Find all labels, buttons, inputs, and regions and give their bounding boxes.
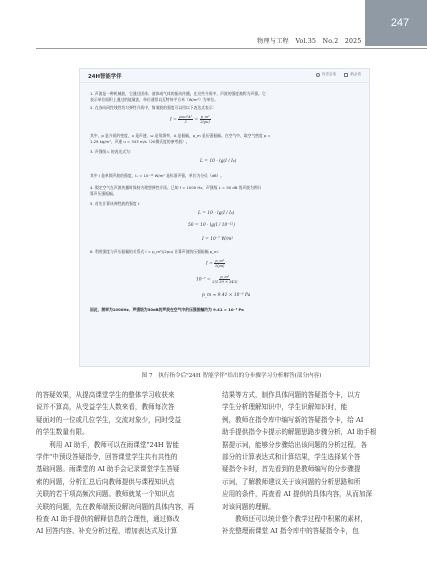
fraction-numerator: p_m² xyxy=(200,115,210,119)
paragraph-line: 疑面对的一位或几位学生，交流对象少，同时受益 xyxy=(36,415,182,424)
paragraph-line: 例，教师在指令库中编写新的答疑指令卡，给 AI xyxy=(222,415,364,424)
page-number: 247 xyxy=(365,0,427,46)
paragraph-line: 索的问题，分析汇总后向教师提供与课程知识点 xyxy=(36,477,175,486)
formula-level-3: I = 10⁻⁷ W/m² xyxy=(202,237,234,242)
fraction-denominator: 2(1.29 × 343) xyxy=(212,280,238,285)
answer-line: 2. 在各向同性线性均匀弹性介质中，简谐波的强度可以用以下表达式表示： xyxy=(90,105,217,110)
paragraph-line: 教师还可以统计整个教学过程中积累的素材， xyxy=(222,515,368,524)
formula-level-2: 50 = 10 · lg(I / 10⁻¹²) xyxy=(188,223,235,228)
answer-line: 其中 I 是单频声波的强度，I₀ = 10⁻¹² W/m² 是标准声强，单位为分贝（dB）。 xyxy=(90,173,225,178)
answer-line: 3. 声强级 L 的表达式为： xyxy=(90,149,134,154)
fraction xyxy=(214,259,225,268)
paragraph-line: 部分的计算表达式和计算结果，学生选择某个答 xyxy=(222,453,361,462)
left-column xyxy=(36,389,205,538)
answer-line: 其中，ρ 是介质的密度，u 是声速，ω 是角频率，A 是振幅，p_m 是压强振幅。在空气中，取空气密度 ρ = xyxy=(90,133,271,138)
formula-level-1: L = 10 · lg(I / I₀) xyxy=(198,211,235,216)
answer-line: 1. 声波是一种机械波，它通过固体、液体或气体的振动传播。在这些介质中，声波的强度被称为声强。它 xyxy=(90,91,266,96)
history-button[interactable] xyxy=(316,72,336,77)
app-actions xyxy=(316,72,361,77)
copy-icon xyxy=(344,73,348,77)
fraction xyxy=(200,115,211,124)
answer-line: 表示单位面积上通过的能量流，单位通常以瓦特每平方米（W/m²）为单位。 xyxy=(90,97,218,102)
app-title: 24H智能学伴 xyxy=(88,74,122,80)
fraction-numerator: p_m² xyxy=(220,275,230,279)
volume: Vol.35 xyxy=(295,38,317,45)
answer-conclusion: 因此，频率为1000Hz、声强级为50dB的声波在空气中的压强振幅约为 9.41 × 10⁻³ Pa xyxy=(90,307,244,312)
fraction xyxy=(178,115,193,124)
paragraph-line: 补充整理雨课堂 AI 指令库中的答疑指令卡，包 xyxy=(222,527,359,536)
paragraph-line: 对该问题的理解。 xyxy=(222,502,275,511)
figure-caption: 图 7 执行指令后"24H 智能学伴"给出的分步骤学习分析解答(部分内容) xyxy=(141,373,322,379)
paragraph-line: 的答疑效果，从提高课堂学生的整体学习收获来 xyxy=(36,391,175,399)
answer-line: 4. 假定空气在声波传播时保持为理想弹性介质。已知 f = 1000 Hz，声强级 L = 50 dB 的声波为例计 xyxy=(90,185,262,190)
answer-line: 算声压强振幅。 xyxy=(90,191,117,196)
formula-pressure-3: p_m ≈ 9.41 × 10⁻³ Pa xyxy=(202,293,251,298)
paragraph-line: 利用 AI 助手，教师可以在雨课堂"24H 智能 xyxy=(36,440,179,449)
new-session-label: 新会话 xyxy=(350,72,361,76)
running-head xyxy=(257,36,367,45)
clock-icon xyxy=(316,73,320,77)
header-rule xyxy=(36,48,427,49)
paragraph-line: 关联的若干项高频次问题。教师就某一个知识点 xyxy=(36,490,175,499)
paragraph-line: 学生分析理解知识中，学生识解知识时，能 xyxy=(222,403,348,412)
formula-text: I = xyxy=(206,261,213,267)
paragraph-line: 疑指令卡时，首先看到的是教师编写的分步骤提 xyxy=(222,465,361,474)
paragraph-line: 检查 AI 助手提供的解释信息的合理性，通过修改 xyxy=(36,515,180,524)
fraction-numerator: ρuω²A² xyxy=(179,115,193,119)
answer-line: 6. 利用强度与声压振幅的关系式 I = p_m²/(2ρu) 计算声波的压强振幅 p_m： xyxy=(90,249,222,254)
app-header xyxy=(80,69,369,83)
fraction xyxy=(212,275,237,284)
paragraph-line: 助手提供指令卡提示的解题思路步骤分析，AI 助手根 xyxy=(222,428,377,437)
fraction-denominator: 2(ρu) xyxy=(200,120,210,125)
paragraph-line: 说并不算高，从受益学生人数来看，教师每次答 xyxy=(36,403,175,412)
paragraph-line: 应用的条件，再查看 AI 提供的具体内容，从而加深 xyxy=(222,490,373,499)
paragraph-line: 基础问题。雨课堂的 AI 助手会记录课堂学生答疑 xyxy=(36,465,180,474)
embedded-app-screenshot xyxy=(79,68,370,367)
paragraph-line: 据提示词，能够分步骤给出该问题的分析过程，各 xyxy=(222,440,368,449)
formula-intensity xyxy=(170,115,211,124)
formula-text: 10⁻⁷ = xyxy=(196,277,211,283)
paragraph-line: 示词，了解教师建议关于该问题的分析思路和所 xyxy=(222,477,361,486)
journal-name: 物理与工程 xyxy=(257,38,289,45)
history-label: 历史会话 xyxy=(321,72,337,76)
answer-line: 5. 首先计算该弹性波的强度 I： xyxy=(90,201,143,206)
year: 2025 xyxy=(344,38,362,45)
new-session-button[interactable] xyxy=(344,72,361,77)
formula-pressure-1 xyxy=(206,259,225,268)
paragraph-line: 学伴"中预设答疑指令，回答课堂学生共有共性的 xyxy=(36,453,178,462)
fraction-numerator: p_m² xyxy=(215,259,225,263)
right-column xyxy=(222,389,391,538)
paragraph-line: 关联的问题，先在教师端预设解决问题的具体内容，再 xyxy=(36,502,195,511)
formula-text: = xyxy=(194,117,199,123)
paragraph-line: 结果等方式，制作具体问题的答疑指令卡，以方 xyxy=(222,391,361,399)
paragraph-line: AI 回答内容、补充分析过程，增加表达式及计算 xyxy=(36,527,178,536)
answer-line: 1.29 kg/m³，声速 u = 343 m/s（20摄氏度的参考值）。 xyxy=(90,139,190,144)
fraction-denominator: 2(ρu) xyxy=(214,264,225,269)
issue: No.2 xyxy=(322,38,339,45)
formula-sound-level: L = 10 · lg(I / I₀) xyxy=(200,159,237,164)
fraction-denominator: 2 xyxy=(184,120,187,125)
paragraph-line: 的学生数量有限。 xyxy=(36,428,89,437)
formula-text: I = xyxy=(170,117,177,123)
formula-pressure-2 xyxy=(196,275,237,284)
